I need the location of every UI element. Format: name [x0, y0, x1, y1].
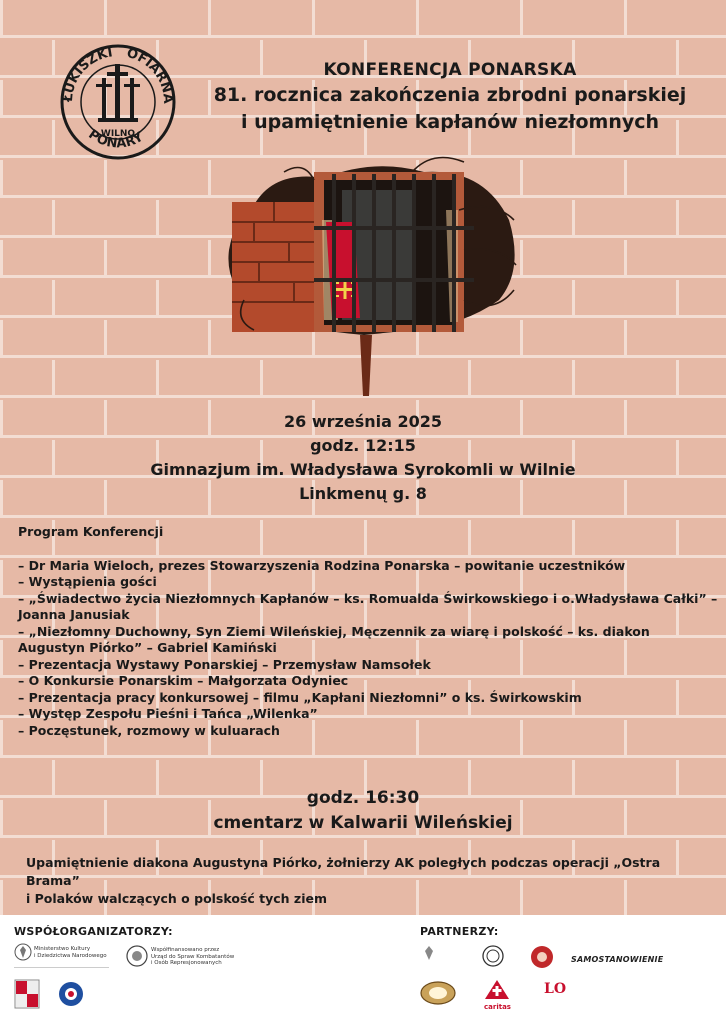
program — [18, 524, 718, 739]
caritas-label: caritas — [484, 1003, 511, 1011]
caritas-icon — [484, 979, 510, 1001]
commemoration-line-1: Upamiętnienie diakona Augustyna Piórko, żołnierzy AK poległych podczas operacji „Ostra Brama” — [26, 855, 661, 888]
brick-joint — [572, 280, 575, 317]
brick-joint — [0, 560, 3, 597]
brick-joint — [624, 0, 627, 37]
brick-joint — [156, 360, 159, 397]
second-event-place: cmentarz w Kalwarii Wileńskiej — [213, 813, 513, 833]
ministry-logo-text — [34, 946, 107, 959]
program-item: – Prezentacja pracy konkursowej – filmu „Kapłani Niezłomni” o ks. Świrkowskim — [18, 689, 582, 705]
brick-joint — [208, 160, 211, 197]
brick-joint — [52, 360, 55, 397]
program-item: – Wystąpienia gości — [18, 574, 157, 589]
brick-joint — [0, 80, 3, 117]
brick-joint — [52, 120, 55, 157]
urzad-line-2: Urząd do Spraw Kombatantów — [151, 953, 235, 960]
brick-joint — [416, 0, 419, 37]
header — [190, 58, 710, 136]
brick-joint — [0, 720, 3, 757]
coorganizers-title: WSPÓŁORGANIZATORZY: — [14, 925, 173, 938]
ministry-line-2: i Dziedzictwa Narodowego — [34, 952, 107, 959]
red-round-logo-icon — [530, 945, 554, 969]
event-address: Linkmenų g. 8 — [299, 484, 427, 503]
brick-joint — [572, 200, 575, 237]
ponary-logo — [58, 38, 178, 170]
program-title: Program Konferencji — [18, 524, 164, 539]
brick-joint — [156, 280, 159, 317]
logo-top-text: ŁUKISZKI — [60, 45, 114, 103]
program-item: – Poczęstunek, rozmowy w kuluarach — [18, 722, 280, 738]
logo-right-text: OFIARNA — [124, 45, 176, 105]
brick-joint — [104, 320, 107, 357]
program-item: – Prezentacja Wystawy Ponarskiej – Przemysław Namsołek — [18, 656, 431, 672]
samostanowienie-logo: SAMOSTANOWIENIE — [571, 955, 664, 964]
broken-bricks — [232, 202, 322, 332]
commemoration-line-2: i Polaków walczących o polskość tych ziem — [26, 891, 327, 906]
brick-joint — [52, 280, 55, 317]
brick-joint — [104, 240, 107, 277]
barred-window-illustration — [214, 150, 524, 398]
logo-mid-text: WILNO — [100, 129, 136, 139]
brick-joint — [312, 0, 315, 37]
brick-joint — [156, 200, 159, 237]
brick-joint — [0, 160, 3, 197]
brick-joint — [520, 0, 523, 37]
program-item: – „Niezłomny Duchowny, Syn Ziemi Wileńskiej, Męczennik za wiarę i polskość – ks. diakon Augustyn Piórko” – Gabriel Kamiński — [18, 623, 650, 655]
brick-joint — [676, 200, 679, 237]
event-venue: Gimnazjum im. Władysława Syrokomli w Wilnie — [150, 460, 576, 479]
partners-title: PARTNERZY: — [420, 925, 499, 938]
program-item: – O Konkursie Ponarskim – Małgorzata Odyniec — [18, 673, 349, 688]
brick-joint — [0, 640, 3, 677]
footer — [0, 915, 726, 1024]
brick-joint — [0, 880, 3, 915]
brick-row — [0, 0, 726, 37]
conference-subtitle-2: i upamiętnienie kapłanów niezłomnych — [240, 111, 660, 133]
ministry-line-1: Ministerstwo Kultury — [34, 946, 91, 952]
brick-joint — [624, 240, 627, 277]
event-time: godz. 12:15 — [310, 436, 416, 455]
urzad-logo-text — [151, 947, 234, 967]
lo-logo: LO — [544, 981, 567, 997]
brick-joint — [0, 0, 3, 37]
second-event — [0, 786, 726, 836]
event-date: 26 września 2025 — [284, 412, 442, 431]
urzad-line-1: Współfinansowano przez — [151, 947, 220, 953]
brick-joint — [676, 360, 679, 397]
brick-joint — [52, 40, 55, 77]
brick-joint — [676, 280, 679, 317]
eagle-icon — [422, 945, 436, 961]
divider — [14, 967, 109, 968]
brick-joint — [52, 200, 55, 237]
brick-joint — [0, 320, 3, 357]
urzad-line-3: i Osób Represjonowanych — [151, 960, 222, 966]
brick-joint — [208, 240, 211, 277]
conference-subtitle-1: 81. rocznica zakończenia zbrodni ponarskiej — [213, 84, 687, 106]
conference-title: KONFERENCJA PONARSKA — [323, 60, 577, 80]
event-info — [0, 410, 726, 506]
eu-logo-icon — [58, 981, 84, 1007]
brick-joint — [208, 0, 211, 37]
brick-joint — [104, 0, 107, 37]
brick-joint — [208, 320, 211, 357]
partner-seal-icon — [482, 945, 504, 967]
program-item: – Występ Zespołu Pieśni i Tańca „Wilenka” — [18, 706, 318, 721]
program-item: – „Świadectwo życia Niezłomnych Kapłanów – ks. Romualda Świrkowskiego i o.Władysława Całki” – Joanna Janusiak — [18, 590, 718, 622]
second-event-time: godz. 16:30 — [306, 788, 420, 808]
ministry-eagle-icon — [14, 943, 32, 961]
urzad-seal-icon — [126, 945, 148, 967]
brick-joint — [624, 160, 627, 197]
crosses-icon — [96, 64, 140, 122]
oval-emblem-icon — [420, 981, 456, 1005]
brick-joint — [0, 240, 3, 277]
program-item: – Dr Maria Wieloch, prezes Stowarzyszenia Rodzina Ponarska – powitanie uczestników — [18, 557, 626, 573]
logo-bottom-text: PONARY — [85, 127, 146, 152]
brick-joint — [624, 320, 627, 357]
brick-joint — [572, 360, 575, 397]
commemoration — [26, 854, 716, 908]
coat-of-arms-icon — [14, 979, 40, 1009]
